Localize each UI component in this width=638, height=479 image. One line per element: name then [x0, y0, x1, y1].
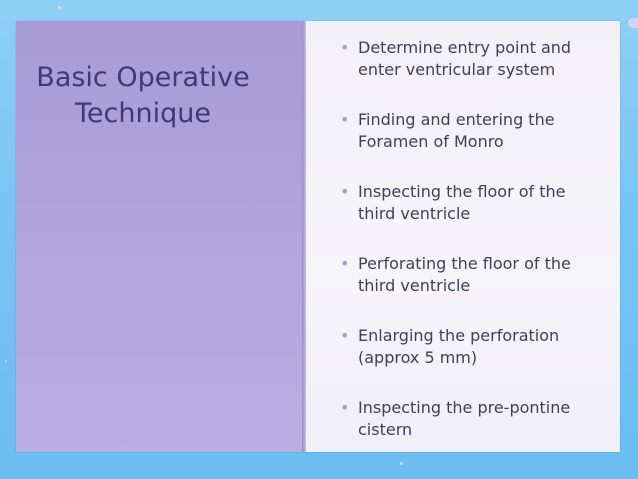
list-item-line: Finding and entering the	[358, 110, 555, 129]
bullet-icon: •	[340, 38, 350, 57]
bullet-icon: •	[340, 398, 350, 417]
slide-title-line: Basic Operative	[36, 62, 250, 93]
corner-decoration	[628, 18, 638, 28]
bullet-icon: •	[340, 182, 350, 201]
bullet-icon: •	[340, 110, 350, 129]
background-sparkle	[58, 6, 61, 9]
bullet-icon: •	[340, 254, 350, 273]
list-item-line: Inspecting the floor of the	[358, 182, 566, 201]
bullet-icon: •	[340, 326, 350, 345]
slide-title-line: Technique	[75, 98, 211, 129]
list-item-line: third ventricle	[358, 204, 471, 223]
list-item-line: Enlarging the perforation	[358, 326, 560, 345]
list-item-line: Perforating the floor of the	[358, 254, 571, 273]
background-sparkle	[5, 360, 7, 362]
list-item	[340, 109, 610, 181]
bullet-list	[340, 37, 610, 469]
list-item	[340, 253, 610, 325]
list-item-line: Foramen of Monro	[358, 132, 504, 151]
list-item	[340, 325, 610, 397]
list-item-line: Inspecting the pre-pontine	[358, 398, 571, 417]
list-item	[340, 397, 610, 469]
slide-title	[8, 60, 278, 132]
list-item-line: (approx 5 mm)	[358, 348, 478, 367]
list-item-line: Determine entry point and	[358, 38, 572, 57]
list-item-line: enter ventricular system	[358, 60, 556, 79]
list-item-line: third ventricle	[358, 276, 471, 295]
list-item	[340, 37, 610, 109]
list-item	[340, 181, 610, 253]
list-item-line: cistern	[358, 420, 413, 439]
